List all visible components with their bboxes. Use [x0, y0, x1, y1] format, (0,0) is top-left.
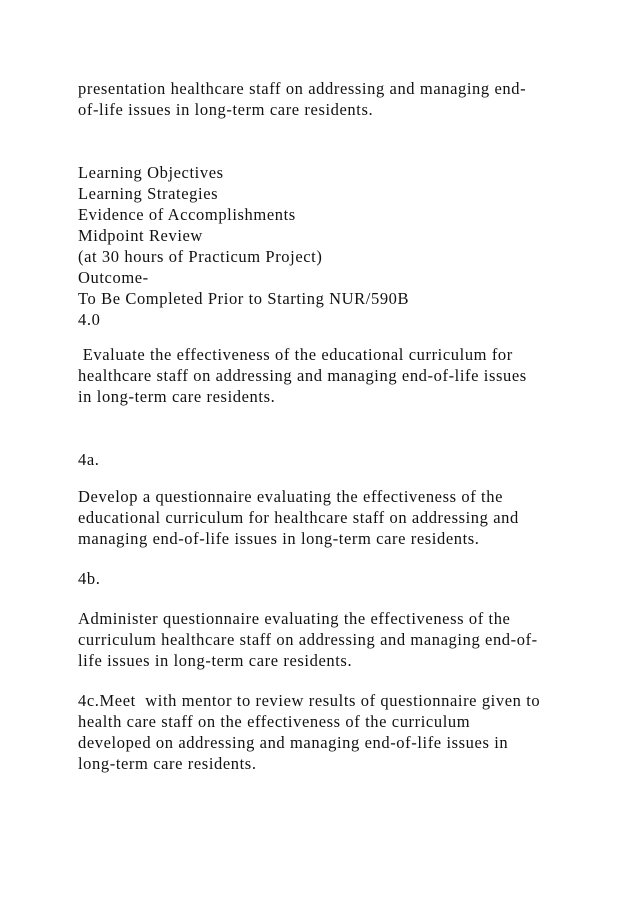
- text-line: Administer questionnaire evaluating the effectiveness of the: [78, 609, 511, 628]
- text-line: Midpoint Review: [78, 226, 203, 245]
- text-line: life issues in long-term care residents.: [78, 651, 353, 670]
- text-line: Learning Objectives: [78, 163, 224, 182]
- text-line: educational curriculum for healthcare staff on addressing and: [78, 508, 519, 527]
- text-line: To Be Completed Prior to Starting NUR/590B: [78, 289, 410, 308]
- text-line: 4b.: [78, 569, 101, 588]
- text-line: Evaluate the effectiveness of the educational curriculum for: [78, 345, 513, 364]
- text-line: curriculum healthcare staff on addressing and managing end-of-: [78, 630, 538, 649]
- text-line: long-term care residents.: [78, 754, 257, 773]
- text-line: (at 30 hours of Practicum Project): [78, 247, 323, 266]
- text-line: healthcare staff on addressing and managing end-of-life issues: [78, 366, 527, 385]
- text-line: Evidence of Accomplishments: [78, 205, 296, 224]
- text-line: Develop a questionnaire evaluating the effectiveness of the: [78, 487, 503, 506]
- text-line: 4a.: [78, 450, 100, 469]
- text-line: of-life issues in long-term care residents.: [78, 100, 374, 119]
- text-line: health care staff on the effectiveness of the curriculum: [78, 712, 471, 731]
- text-line: Outcome-: [78, 268, 149, 287]
- text-line: Learning Strategies: [78, 184, 219, 203]
- text-line: managing end-of-life issues in long-term care residents.: [78, 529, 480, 548]
- text-line: 4.0: [78, 310, 101, 329]
- text-line: developed on addressing and managing end-of-life issues in: [78, 733, 509, 752]
- text-line: 4c.Meet with mentor to review results of questionnaire given to: [78, 691, 541, 710]
- text-line: presentation healthcare staff on addressing and managing end-: [78, 79, 527, 98]
- text-line: in long-term care residents.: [78, 387, 276, 406]
